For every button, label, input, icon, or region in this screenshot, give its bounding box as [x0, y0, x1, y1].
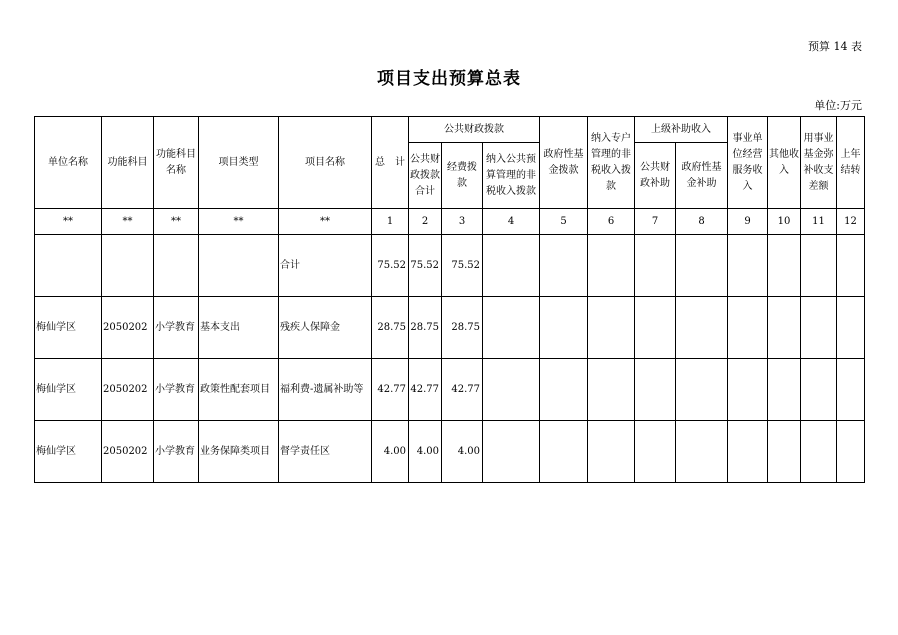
index-cell: **	[154, 209, 199, 235]
cell-unit: 梅仙学区	[35, 421, 102, 483]
index-cell: 8	[676, 209, 728, 235]
cell-pf-total: 28.75	[409, 297, 442, 359]
col-other-income: 其他收入	[768, 117, 801, 209]
index-cell: 6	[588, 209, 635, 235]
cell-name: 合计	[279, 235, 372, 297]
index-cell: 7	[635, 209, 676, 235]
form-number: 预算 14 表	[808, 40, 862, 53]
budget-table	[34, 116, 865, 483]
cell-func-name: 小学教育	[154, 421, 199, 483]
col-pf-funds: 经费拨款	[442, 143, 483, 209]
index-cell: 1	[372, 209, 409, 235]
col-ss-public: 公共财政补助	[635, 143, 676, 209]
index-cell: **	[102, 209, 154, 235]
index-cell: 3	[442, 209, 483, 235]
col-fund-offset: 用事业基金弥补收支差额	[801, 117, 837, 209]
cell-total: 4.00	[372, 421, 409, 483]
index-cell: 10	[768, 209, 801, 235]
col-total: 总 计	[372, 117, 409, 209]
cell-pf-total: 42.77	[409, 359, 442, 421]
col-func-subject-name: 功能科目名称	[154, 117, 199, 209]
unit-label: 单位:万元	[814, 99, 862, 112]
table-row	[35, 359, 865, 421]
index-cell: 11	[801, 209, 837, 235]
col-gov-fund: 政府性基金拨款	[540, 117, 588, 209]
index-cell: **	[199, 209, 279, 235]
cell-func: 2050202	[102, 297, 154, 359]
index-cell: 4	[483, 209, 540, 235]
cell-total: 28.75	[372, 297, 409, 359]
col-pf-total: 公共财政拨款合计	[409, 143, 442, 209]
cell-pf-total: 4.00	[409, 421, 442, 483]
cell-func	[102, 235, 154, 297]
cell-pf-funds: 4.00	[442, 421, 483, 483]
cell-name: 福利费-遗属补助等	[279, 359, 372, 421]
cell-pf-funds: 28.75	[442, 297, 483, 359]
cell-total: 75.52	[372, 235, 409, 297]
cell-unit	[35, 235, 102, 297]
index-cell: 5	[540, 209, 588, 235]
index-cell: 9	[728, 209, 768, 235]
cell-type: 业务保障类项目	[199, 421, 279, 483]
col-carryover: 上年结转	[837, 117, 865, 209]
table-row-total	[35, 235, 865, 297]
index-row	[35, 209, 865, 235]
col-business-income: 事业单位经营服务收入	[728, 117, 768, 209]
index-cell: **	[279, 209, 372, 235]
cell-type: 基本支出	[199, 297, 279, 359]
index-cell: 12	[837, 209, 865, 235]
page-title: 项目支出预算总表	[377, 69, 521, 89]
col-func-subject: 功能科目	[102, 117, 154, 209]
index-cell: 2	[409, 209, 442, 235]
cell-unit: 梅仙学区	[35, 297, 102, 359]
table-row	[35, 421, 865, 483]
table-row	[35, 297, 865, 359]
col-project-name: 项目名称	[279, 117, 372, 209]
cell-name: 残疾人保障金	[279, 297, 372, 359]
cell-type: 政策性配套项目	[199, 359, 279, 421]
col-public-finance: 公共财政拨款	[409, 117, 540, 143]
col-pf-nontax: 纳入公共预算管理的非税收入拨款	[483, 143, 540, 209]
col-ss-gov-fund: 政府性基金补助	[676, 143, 728, 209]
col-project-type: 项目类型	[199, 117, 279, 209]
cell-func-name: 小学教育	[154, 359, 199, 421]
cell-pf-funds: 42.77	[442, 359, 483, 421]
col-special-nontax: 纳入专户管理的非税收入拨款	[588, 117, 635, 209]
cell-total: 42.77	[372, 359, 409, 421]
cell-pf-funds: 75.52	[442, 235, 483, 297]
cell-name: 督学责任区	[279, 421, 372, 483]
cell-func: 2050202	[102, 421, 154, 483]
col-superior-subsidy: 上级补助收入	[635, 117, 728, 143]
cell-pf-total: 75.52	[409, 235, 442, 297]
cell-type	[199, 235, 279, 297]
header-row-1	[35, 117, 865, 143]
col-unit-name: 单位名称	[35, 117, 102, 209]
cell-func: 2050202	[102, 359, 154, 421]
index-cell: **	[35, 209, 102, 235]
cell-func-name: 小学教育	[154, 297, 199, 359]
cell-func-name	[154, 235, 199, 297]
cell-unit: 梅仙学区	[35, 359, 102, 421]
